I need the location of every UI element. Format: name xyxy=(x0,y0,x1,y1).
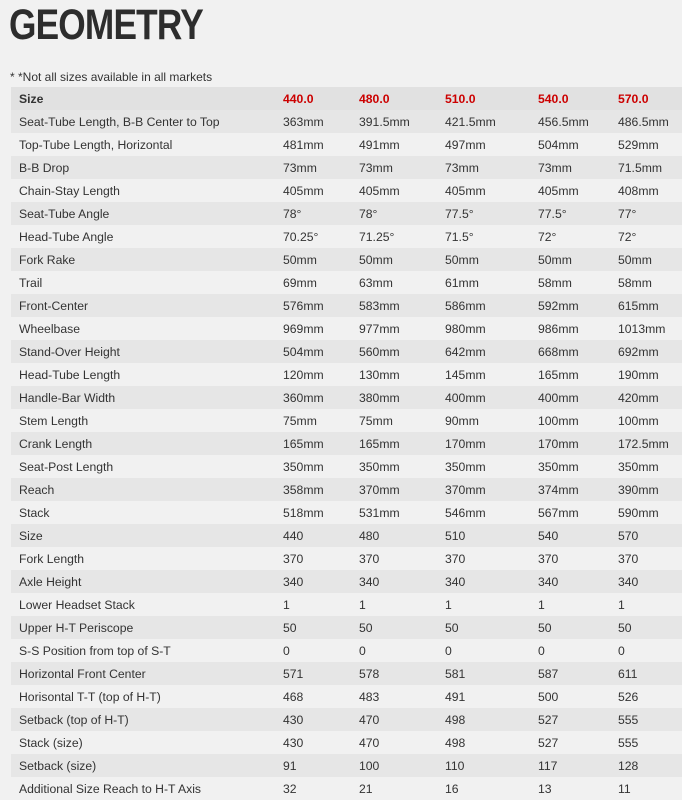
cell-size-440: 50mm xyxy=(283,252,317,267)
cell-size-540: 100mm xyxy=(538,413,579,428)
cell-size-540: 405mm xyxy=(538,183,579,198)
cell-size-540: 165mm xyxy=(538,367,579,382)
cell-size-510: 145mm xyxy=(445,367,486,382)
cell-size-510: 90mm xyxy=(445,413,479,428)
row-label: Wheelbase xyxy=(19,321,80,336)
cell-size-480: 130mm xyxy=(359,367,400,382)
cell-size-540: 13 xyxy=(538,781,552,796)
cell-size-570: 100mm xyxy=(618,413,659,428)
table-row xyxy=(11,432,682,455)
table-row xyxy=(11,685,682,708)
row-label: Size xyxy=(19,528,43,543)
row-label: Seat-Tube Length, B-B Center to Top xyxy=(19,114,220,129)
row-label: Seat-Post Length xyxy=(19,459,114,474)
cell-size-570: 1 xyxy=(618,597,625,612)
cell-size-540: 73mm xyxy=(538,160,572,175)
table-row xyxy=(11,593,682,616)
availability-note: * *Not all sizes available in all markets xyxy=(10,70,213,84)
cell-size-480: 583mm xyxy=(359,298,400,313)
row-label: Horisontal T-T (top of H-T) xyxy=(19,689,161,704)
header-cell-480: 480.0 xyxy=(359,91,390,106)
table-row xyxy=(11,639,682,662)
cell-size-480: 370 xyxy=(359,551,380,566)
row-label: S-S Position from top of S-T xyxy=(19,643,171,658)
table-row xyxy=(11,662,682,685)
cell-size-440: 481mm xyxy=(283,137,324,152)
cell-size-540: 370 xyxy=(538,551,559,566)
cell-size-510: 370mm xyxy=(445,482,486,497)
cell-size-480: 71.25° xyxy=(359,229,395,244)
header-cell-440: 440.0 xyxy=(283,91,314,106)
cell-size-480: 470 xyxy=(359,712,380,727)
cell-size-480: 578 xyxy=(359,666,380,681)
cell-size-510: 581 xyxy=(445,666,466,681)
cell-size-510: 170mm xyxy=(445,436,486,451)
cell-size-440: 340 xyxy=(283,574,304,589)
cell-size-540: 400mm xyxy=(538,390,579,405)
cell-size-480: 531mm xyxy=(359,505,400,520)
row-label: Stem Length xyxy=(19,413,89,428)
cell-size-440: 50 xyxy=(283,620,297,635)
row-label: Upper H-T Periscope xyxy=(19,620,134,635)
cell-size-440: 1 xyxy=(283,597,290,612)
cell-size-570: 0 xyxy=(618,643,625,658)
cell-size-440: 91 xyxy=(283,758,297,773)
cell-size-540: 77.5° xyxy=(538,206,567,221)
row-label: Setback (size) xyxy=(19,758,97,773)
cell-size-480: 480 xyxy=(359,528,380,543)
cell-size-570: 692mm xyxy=(618,344,659,359)
cell-size-570: 72° xyxy=(618,229,637,244)
table-header-row xyxy=(11,87,682,110)
cell-size-570: 590mm xyxy=(618,505,659,520)
cell-size-570: 1013mm xyxy=(618,321,666,336)
cell-size-480: 100 xyxy=(359,758,380,773)
cell-size-480: 50 xyxy=(359,620,373,635)
cell-size-480: 483 xyxy=(359,689,380,704)
cell-size-480: 50mm xyxy=(359,252,393,267)
cell-size-540: 567mm xyxy=(538,505,579,520)
cell-size-440: 468 xyxy=(283,689,304,704)
cell-size-570: 526 xyxy=(618,689,639,704)
row-label: Trail xyxy=(19,275,43,290)
header-cell-510: 510.0 xyxy=(445,91,476,106)
table-row xyxy=(11,202,682,225)
table-row xyxy=(11,409,682,432)
cell-size-510: 16 xyxy=(445,781,459,796)
cell-size-570: 486.5mm xyxy=(618,114,669,129)
table-row xyxy=(11,478,682,501)
cell-size-440: 70.25° xyxy=(283,229,319,244)
row-label: Reach xyxy=(19,482,55,497)
table-row xyxy=(11,179,682,202)
row-label: Axle Height xyxy=(19,574,82,589)
cell-size-540: 350mm xyxy=(538,459,579,474)
cell-size-480: 560mm xyxy=(359,344,400,359)
cell-size-540: 500 xyxy=(538,689,559,704)
cell-size-570: 58mm xyxy=(618,275,652,290)
cell-size-540: 50 xyxy=(538,620,552,635)
cell-size-570: 50mm xyxy=(618,252,652,267)
cell-size-440: 440 xyxy=(283,528,304,543)
cell-size-510: 546mm xyxy=(445,505,486,520)
cell-size-540: 0 xyxy=(538,643,545,658)
cell-size-570: 529mm xyxy=(618,137,659,152)
row-label: B-B Drop xyxy=(19,160,70,175)
cell-size-440: 430 xyxy=(283,712,304,727)
cell-size-540: 986mm xyxy=(538,321,579,336)
cell-size-570: 370 xyxy=(618,551,639,566)
cell-size-570: 190mm xyxy=(618,367,659,382)
cell-size-440: 430 xyxy=(283,735,304,750)
cell-size-440: 358mm xyxy=(283,482,324,497)
table-row xyxy=(11,501,682,524)
table-row xyxy=(11,294,682,317)
row-label: Seat-Tube Angle xyxy=(19,206,110,221)
cell-size-540: 527 xyxy=(538,735,559,750)
cell-size-440: 504mm xyxy=(283,344,324,359)
cell-size-510: 421.5mm xyxy=(445,114,496,129)
cell-size-440: 360mm xyxy=(283,390,324,405)
cell-size-480: 0 xyxy=(359,643,366,658)
cell-size-540: 592mm xyxy=(538,298,579,313)
cell-size-480: 470 xyxy=(359,735,380,750)
table-row xyxy=(11,133,682,156)
table-row xyxy=(11,616,682,639)
cell-size-510: 498 xyxy=(445,712,466,727)
table-row xyxy=(11,708,682,731)
table-row xyxy=(11,110,682,133)
row-label: Setback (top of H-T) xyxy=(19,712,129,727)
cell-size-510: 350mm xyxy=(445,459,486,474)
cell-size-570: 11 xyxy=(618,781,631,796)
row-label: Handle-Bar Width xyxy=(19,390,116,405)
cell-size-510: 497mm xyxy=(445,137,486,152)
cell-size-570: 128 xyxy=(618,758,639,773)
row-label: Crank Length xyxy=(19,436,93,451)
table-row xyxy=(11,754,682,777)
cell-size-570: 390mm xyxy=(618,482,659,497)
cell-size-480: 73mm xyxy=(359,160,393,175)
cell-size-480: 21 xyxy=(359,781,373,796)
cell-size-480: 78° xyxy=(359,206,378,221)
table-row xyxy=(11,547,682,570)
cell-size-510: 400mm xyxy=(445,390,486,405)
cell-size-510: 50mm xyxy=(445,252,479,267)
cell-size-480: 391.5mm xyxy=(359,114,410,129)
cell-size-440: 576mm xyxy=(283,298,324,313)
table-row xyxy=(11,363,682,386)
table-row xyxy=(11,340,682,363)
cell-size-440: 165mm xyxy=(283,436,324,451)
cell-size-510: 510 xyxy=(445,528,466,543)
row-label: Head-Tube Angle xyxy=(19,229,114,244)
cell-size-510: 491 xyxy=(445,689,466,704)
cell-size-570: 408mm xyxy=(618,183,659,198)
cell-size-480: 340 xyxy=(359,574,380,589)
row-label: Additional Size Reach to H-T Axis xyxy=(19,781,201,796)
table-row xyxy=(11,386,682,409)
cell-size-440: 69mm xyxy=(283,275,317,290)
cell-size-480: 350mm xyxy=(359,459,400,474)
row-label: Lower Headset Stack xyxy=(19,597,135,612)
cell-size-510: 498 xyxy=(445,735,466,750)
cell-size-510: 340 xyxy=(445,574,466,589)
cell-size-540: 72° xyxy=(538,229,557,244)
cell-size-570: 570 xyxy=(618,528,639,543)
cell-size-570: 611 xyxy=(618,666,638,681)
row-label: Head-Tube Length xyxy=(19,367,121,382)
cell-size-480: 75mm xyxy=(359,413,393,428)
row-label: Front-Center xyxy=(19,298,89,313)
cell-size-510: 980mm xyxy=(445,321,486,336)
cell-size-570: 50 xyxy=(618,620,632,635)
cell-size-480: 63mm xyxy=(359,275,393,290)
cell-size-440: 120mm xyxy=(283,367,324,382)
header-cell-540: 540.0 xyxy=(538,91,569,106)
cell-size-510: 110 xyxy=(445,758,465,773)
cell-size-570: 77° xyxy=(618,206,637,221)
cell-size-480: 370mm xyxy=(359,482,400,497)
cell-size-440: 0 xyxy=(283,643,290,658)
row-label: Stack xyxy=(19,505,50,520)
cell-size-540: 374mm xyxy=(538,482,579,497)
table-row xyxy=(11,225,682,248)
cell-size-510: 71.5° xyxy=(445,229,474,244)
row-label: Chain-Stay Length xyxy=(19,183,120,198)
row-label: Stack (size) xyxy=(19,735,83,750)
cell-size-440: 370 xyxy=(283,551,304,566)
cell-size-510: 73mm xyxy=(445,160,479,175)
cell-size-540: 117 xyxy=(538,758,558,773)
cell-size-510: 370 xyxy=(445,551,466,566)
table-row xyxy=(11,156,682,179)
cell-size-510: 61mm xyxy=(445,275,479,290)
cell-size-440: 75mm xyxy=(283,413,317,428)
cell-size-540: 340 xyxy=(538,574,559,589)
cell-size-440: 78° xyxy=(283,206,302,221)
row-label: Top-Tube Length, Horizontal xyxy=(19,137,173,152)
cell-size-540: 587 xyxy=(538,666,559,681)
cell-size-440: 73mm xyxy=(283,160,317,175)
table-row xyxy=(11,570,682,593)
header-cell-570: 570.0 xyxy=(618,91,649,106)
cell-size-570: 555 xyxy=(618,712,639,727)
cell-size-510: 50 xyxy=(445,620,459,635)
page-title: GEOMETRY xyxy=(9,1,203,49)
cell-size-510: 405mm xyxy=(445,183,486,198)
table-row xyxy=(11,524,682,547)
table-row xyxy=(11,777,682,800)
cell-size-540: 668mm xyxy=(538,344,579,359)
cell-size-440: 571 xyxy=(283,666,304,681)
geometry-table xyxy=(11,87,682,800)
cell-size-510: 0 xyxy=(445,643,452,658)
cell-size-510: 586mm xyxy=(445,298,486,313)
table-row xyxy=(11,731,682,754)
cell-size-510: 1 xyxy=(445,597,452,612)
cell-size-540: 540 xyxy=(538,528,559,543)
table-row xyxy=(11,317,682,340)
cell-size-440: 518mm xyxy=(283,505,324,520)
table-row xyxy=(11,248,682,271)
cell-size-480: 977mm xyxy=(359,321,400,336)
cell-size-480: 380mm xyxy=(359,390,400,405)
cell-size-570: 350mm xyxy=(618,459,659,474)
row-label: Fork Length xyxy=(19,551,85,566)
cell-size-510: 642mm xyxy=(445,344,486,359)
row-label: Stand-Over Height xyxy=(19,344,120,359)
cell-size-570: 172.5mm xyxy=(618,436,669,451)
cell-size-540: 527 xyxy=(538,712,559,727)
cell-size-570: 555 xyxy=(618,735,639,750)
cell-size-570: 340 xyxy=(618,574,639,589)
cell-size-540: 504mm xyxy=(538,137,579,152)
cell-size-540: 50mm xyxy=(538,252,572,267)
cell-size-440: 969mm xyxy=(283,321,324,336)
row-label: Horizontal Front Center xyxy=(19,666,146,681)
cell-size-480: 491mm xyxy=(359,137,400,152)
cell-size-540: 170mm xyxy=(538,436,579,451)
table-row xyxy=(11,271,682,294)
cell-size-540: 58mm xyxy=(538,275,572,290)
cell-size-570: 615mm xyxy=(618,298,659,313)
cell-size-510: 77.5° xyxy=(445,206,474,221)
cell-size-540: 1 xyxy=(538,597,545,612)
cell-size-570: 71.5mm xyxy=(618,160,663,175)
cell-size-440: 32 xyxy=(283,781,297,796)
table-row xyxy=(11,455,682,478)
cell-size-480: 405mm xyxy=(359,183,400,198)
cell-size-480: 165mm xyxy=(359,436,400,451)
cell-size-540: 456.5mm xyxy=(538,114,589,129)
header-cell-size: Size xyxy=(19,91,44,106)
cell-size-570: 420mm xyxy=(618,390,659,405)
cell-size-440: 405mm xyxy=(283,183,324,198)
row-label: Fork Rake xyxy=(19,252,76,267)
cell-size-440: 363mm xyxy=(283,114,324,129)
cell-size-480: 1 xyxy=(359,597,366,612)
table-body xyxy=(11,110,682,800)
cell-size-440: 350mm xyxy=(283,459,324,474)
